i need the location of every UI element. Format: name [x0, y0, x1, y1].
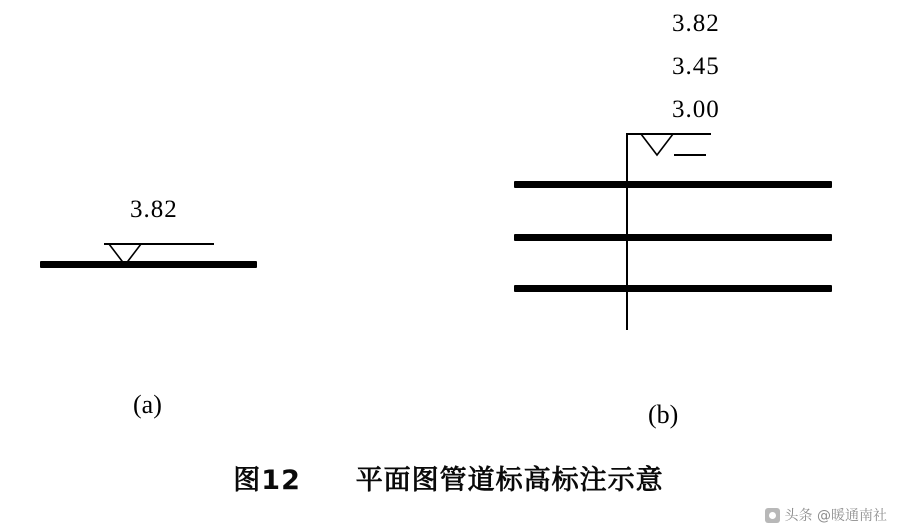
watermark: [765, 505, 887, 525]
pipe-b-2: [514, 234, 832, 241]
pipe-a-1: [40, 261, 257, 268]
watermark-text: 头条 @暖通南社: [784, 508, 887, 524]
caption-number: 图12: [233, 465, 301, 496]
elevation-value-a-1: 3.82: [130, 196, 178, 223]
elevation-value-b-2: 3.45: [672, 53, 720, 80]
elevation-value-b-1: 3.82: [672, 10, 720, 37]
caption-text: 平面图管道标高标注示意: [355, 465, 664, 496]
figure-caption: [0, 458, 897, 497]
elevation-value-b-3: 3.00: [672, 96, 720, 123]
pipe-b-3: [514, 285, 832, 292]
pipe-b-1: [514, 181, 832, 188]
reference-vertical-line-b: [626, 133, 628, 330]
panel-label-a: (a): [133, 390, 162, 419]
panel-label-b: (b): [648, 400, 679, 429]
leader-tick-b: [674, 154, 706, 156]
watermark-logo-icon: [765, 508, 780, 523]
